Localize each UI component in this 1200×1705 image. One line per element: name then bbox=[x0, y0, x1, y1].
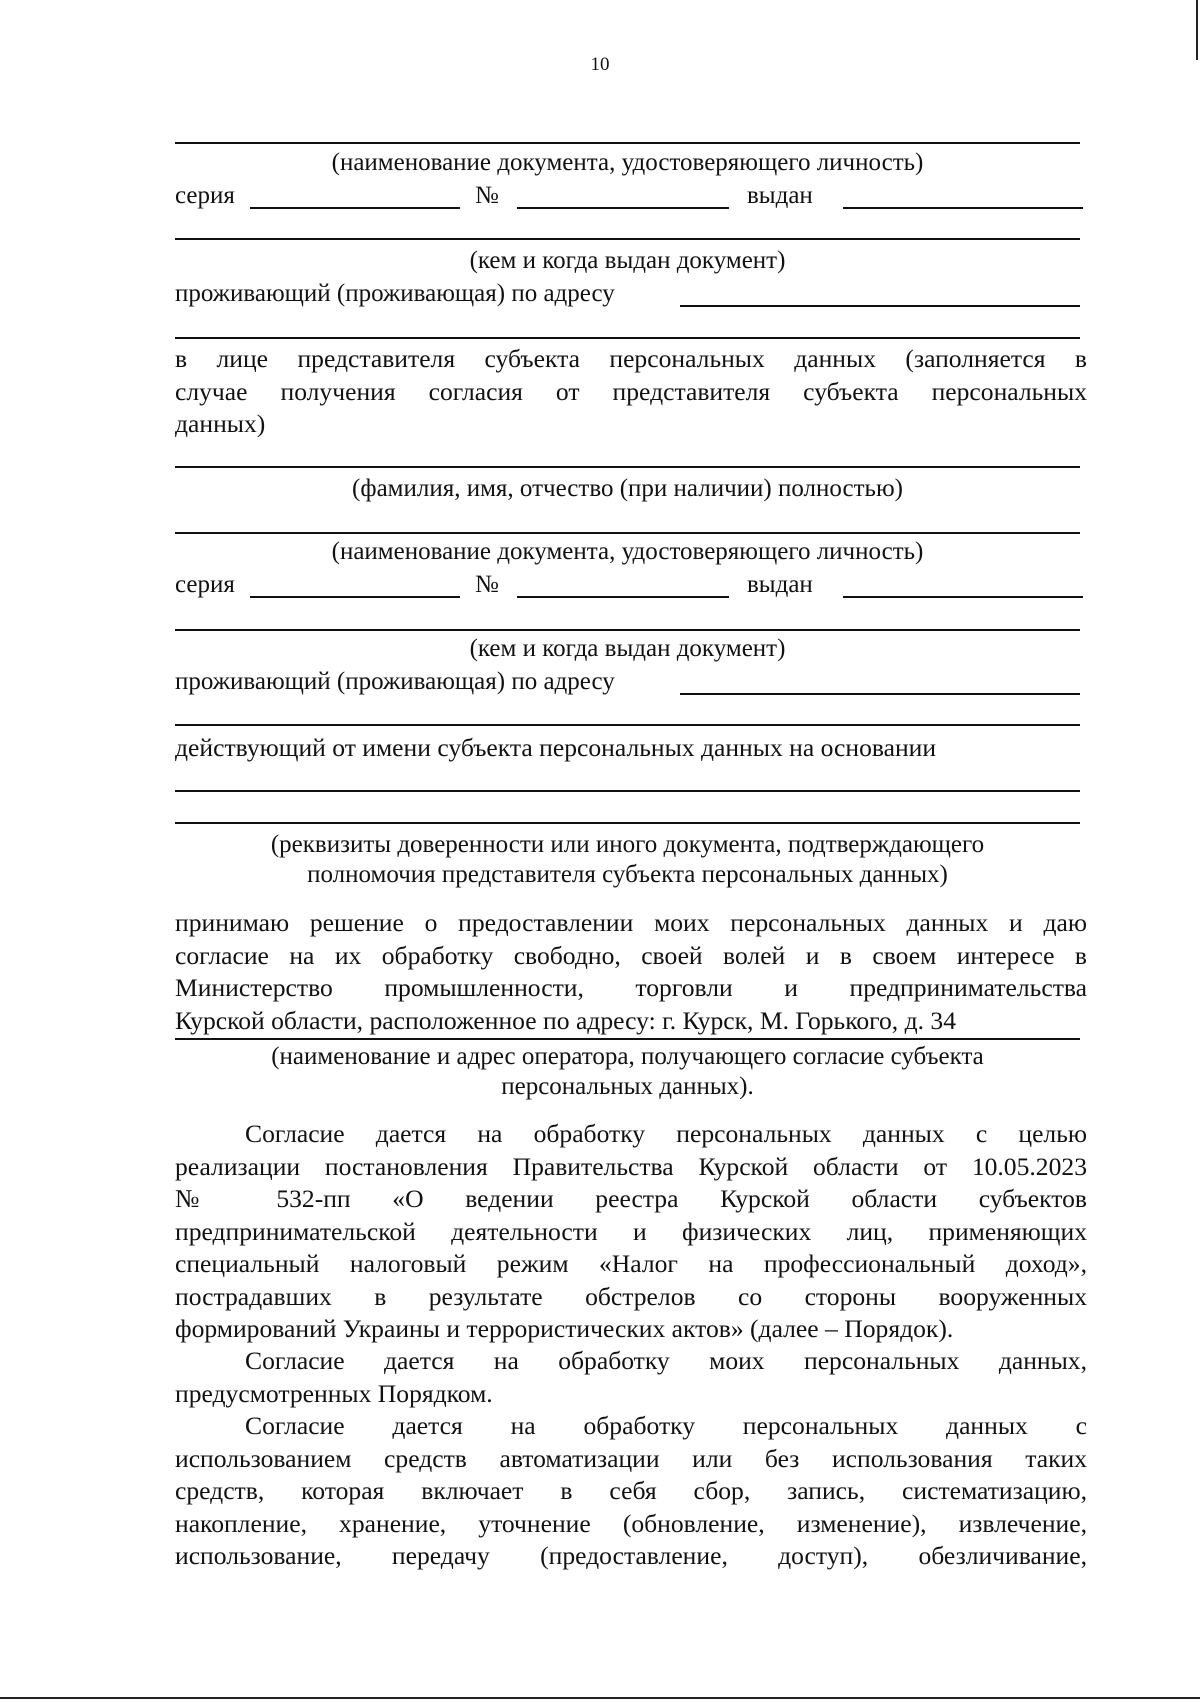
rep-address-row bbox=[175, 666, 1080, 698]
blank-line-basis-2[interactable] bbox=[175, 822, 1080, 824]
blank-line-address[interactable] bbox=[175, 337, 1080, 339]
consent-processing-paragraph: Согласие дается на обработку персональных данных с использованием средств автоматизации или без использования таких средств, которая включает в себя сбор, запись, систематизацию, накопление, хранение, уточнение (обновление, изменение), извлечение, использование, передачу (предоставление, доступ), обезличивание, bbox=[175, 1411, 1087, 1570]
label-series: серия bbox=[175, 182, 235, 209]
address-field[interactable] bbox=[680, 305, 1080, 307]
label-number: № bbox=[475, 182, 499, 209]
scan-edge bbox=[1196, 0, 1198, 60]
rep-issued-field[interactable] bbox=[843, 596, 1083, 598]
blank-line-rep-issued-by[interactable] bbox=[175, 629, 1080, 631]
caption-id-document: (наименование документа, удостоверяющего личность) bbox=[331, 149, 924, 176]
blank-line-id-document[interactable] bbox=[175, 142, 1080, 144]
scan-edge-bottom bbox=[0, 1697, 1200, 1699]
caption-power-of-attorney: (реквизиты доверенности или иного документа, подтверждающего полномочия представителя субъекта персональных данных) bbox=[270, 831, 985, 888]
label-issued: выдан bbox=[747, 182, 813, 209]
blank-line-fio[interactable] bbox=[175, 466, 1080, 468]
label-residing: проживающий (проживающая) по адресу bbox=[175, 668, 615, 695]
blank-line-issued-by[interactable] bbox=[175, 238, 1080, 240]
rep-series-field[interactable] bbox=[250, 596, 460, 598]
label-series: серия bbox=[175, 571, 235, 598]
rep-series-number-row bbox=[175, 569, 1080, 601]
caption-fio: (фамилия, имя, отчество (при наличии) полностью) bbox=[352, 475, 903, 502]
blank-line-rep-address[interactable] bbox=[175, 724, 1080, 726]
blank-line-basis-1[interactable] bbox=[175, 790, 1080, 792]
caption-rep-id-document: (наименование документа, удостоверяющего личность) bbox=[331, 538, 924, 565]
consent-scope-paragraph: Согласие дается на обработку моих персональных данных, предусмотренных Порядком. bbox=[175, 1346, 1087, 1408]
decision-paragraph: принимаю решение о предоставлении моих персональных данных и даю согласие на их обработку свободно, своей волей и в своем интересе в Министерство промышленности, торговли и предпринимательства Курской области, расположенное по адресу: г. Курск, М. Горького, д. 34 bbox=[175, 908, 1087, 1035]
address-row bbox=[175, 278, 1080, 310]
rep-address-field[interactable] bbox=[680, 693, 1080, 695]
representative-paragraph: в лице представителя субъекта персональных данных (заполняется в случае получения согласия от представителя субъекта персональных данных) bbox=[175, 344, 1087, 438]
rep-number-field[interactable] bbox=[517, 596, 729, 598]
caption-operator: (наименование и адрес оператора, получающего согласие субъекта персональных данных). bbox=[271, 1043, 984, 1100]
acting-on-basis-label: действующий от имени субъекта персональных данных на основании bbox=[175, 733, 937, 762]
blank-line-rep-id-document[interactable] bbox=[175, 532, 1080, 534]
number-field[interactable] bbox=[517, 207, 729, 209]
series-number-row bbox=[175, 180, 1080, 212]
caption-rep-issued-by: (кем и когда выдан документ) bbox=[469, 635, 786, 662]
operator-underline bbox=[175, 1038, 1080, 1040]
consent-purpose-paragraph: Согласие дается на обработку персональных данных с целью реализации постановления Правительства Курской области от 10.05.2023 № 532-пп «О ведении реестра Курской области субъектов предпринимательской деятельности и физических лиц, применяющих специальный налоговый режим «Налог на профессиональный доход», пострадавших в результате обстрелов со стороны вооруженных формирований Украины и террористических актов» (далее – Порядок). bbox=[175, 1119, 1087, 1343]
caption-issued-by: (кем и когда выдан документ) bbox=[469, 247, 786, 274]
label-issued: выдан bbox=[747, 571, 813, 598]
series-field[interactable] bbox=[250, 207, 460, 209]
label-residing: проживающий (проживающая) по адресу bbox=[175, 280, 615, 307]
page-number: 10 bbox=[590, 54, 610, 75]
issued-field[interactable] bbox=[843, 207, 1083, 209]
label-number: № bbox=[475, 571, 499, 598]
